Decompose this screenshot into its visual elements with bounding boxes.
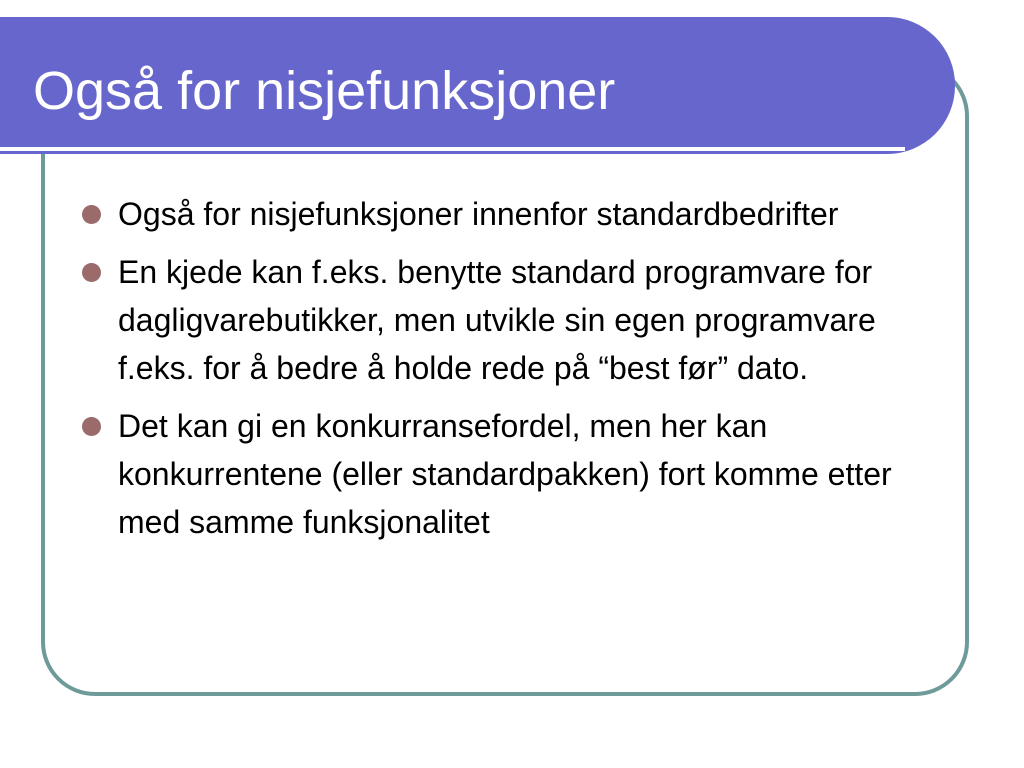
bullet-item — [82, 248, 952, 392]
bullet-text: En kjede kan f.eks. benytte standard programvare for dagligvarebutikker, men utvikle sin egen programvare f.eks. for å bedre å holde rede på “best før” dato. — [118, 254, 876, 386]
bullet-dot-icon — [82, 417, 101, 436]
bullet-list — [82, 190, 952, 556]
title-underline — [0, 147, 905, 151]
bullet-text: Det kan gi en konkurransefordel, men her kan konkurrentene (eller standardpakken) fort komme etter med samme funksjonalitet — [118, 408, 892, 540]
bullet-dot-icon — [82, 263, 101, 282]
bullet-item — [82, 402, 952, 546]
title-bar — [0, 17, 955, 154]
bullet-item — [82, 190, 952, 238]
bullet-text: Også for nisjefunksjoner innenfor standardbedrifter — [118, 196, 839, 232]
bullet-dot-icon — [82, 205, 101, 224]
slide-title: Også for nisjefunksjoner — [33, 61, 616, 121]
